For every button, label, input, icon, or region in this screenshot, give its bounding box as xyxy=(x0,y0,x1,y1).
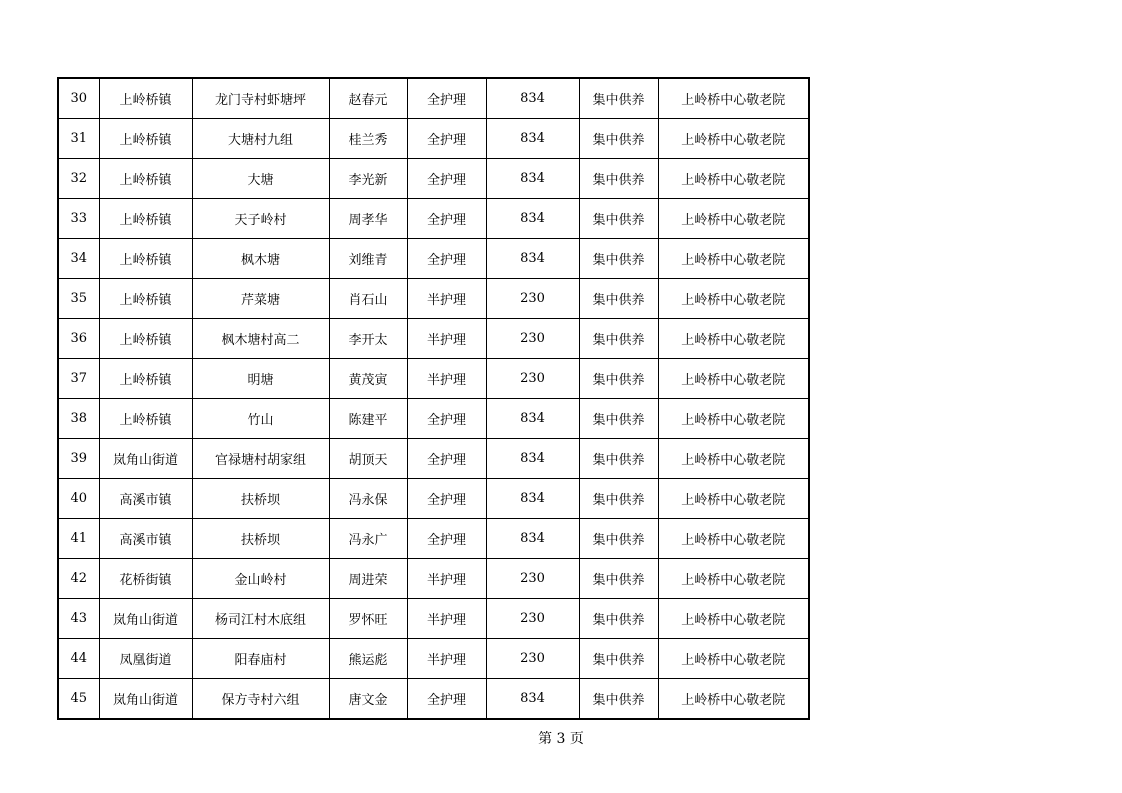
town-cell: 上岭桥镇 xyxy=(99,119,192,159)
town-cell: 上岭桥镇 xyxy=(99,159,192,199)
amount-cell: 834 xyxy=(486,119,579,159)
table-row xyxy=(58,639,809,679)
town-cell: 上岭桥镇 xyxy=(99,239,192,279)
table-body xyxy=(58,78,809,719)
name-cell: 胡顶天 xyxy=(329,439,407,479)
table-row xyxy=(58,519,809,559)
support-type-cell: 集中供养 xyxy=(579,439,658,479)
support-type-cell: 集中供养 xyxy=(579,479,658,519)
village-cell: 龙门寺村虾塘坪 xyxy=(192,78,329,119)
row-index-cell: 37 xyxy=(58,359,99,399)
name-cell: 周进荣 xyxy=(329,559,407,599)
institution-cell: 上岭桥中心敬老院 xyxy=(658,359,809,399)
amount-cell: 230 xyxy=(486,319,579,359)
table-row xyxy=(58,479,809,519)
institution-cell: 上岭桥中心敬老院 xyxy=(658,78,809,119)
amount-cell: 230 xyxy=(486,359,579,399)
care-level-cell: 全护理 xyxy=(407,399,486,439)
village-cell: 枫木塘 xyxy=(192,239,329,279)
name-cell: 罗怀旺 xyxy=(329,599,407,639)
table-row xyxy=(58,319,809,359)
name-cell: 李开太 xyxy=(329,319,407,359)
care-level-cell: 半护理 xyxy=(407,559,486,599)
name-cell: 赵春元 xyxy=(329,78,407,119)
table-row xyxy=(58,359,809,399)
name-cell: 刘维青 xyxy=(329,239,407,279)
row-index-cell: 45 xyxy=(58,679,99,720)
institution-cell: 上岭桥中心敬老院 xyxy=(658,319,809,359)
town-cell: 上岭桥镇 xyxy=(99,399,192,439)
row-index-cell: 42 xyxy=(58,559,99,599)
name-cell: 冯永广 xyxy=(329,519,407,559)
table-row xyxy=(58,279,809,319)
row-index-cell: 31 xyxy=(58,119,99,159)
institution-cell: 上岭桥中心敬老院 xyxy=(658,279,809,319)
support-type-cell: 集中供养 xyxy=(579,679,658,720)
town-cell: 花桥街镇 xyxy=(99,559,192,599)
care-level-cell: 全护理 xyxy=(407,239,486,279)
institution-cell: 上岭桥中心敬老院 xyxy=(658,599,809,639)
institution-cell: 上岭桥中心敬老院 xyxy=(658,119,809,159)
support-type-cell: 集中供养 xyxy=(579,159,658,199)
name-cell: 李光新 xyxy=(329,159,407,199)
amount-cell: 230 xyxy=(486,559,579,599)
village-cell: 官禄塘村胡家组 xyxy=(192,439,329,479)
row-index-cell: 43 xyxy=(58,599,99,639)
village-cell: 竹山 xyxy=(192,399,329,439)
village-cell: 保方寺村六组 xyxy=(192,679,329,720)
name-cell: 陈建平 xyxy=(329,399,407,439)
amount-cell: 230 xyxy=(486,279,579,319)
village-cell: 金山岭村 xyxy=(192,559,329,599)
table-row xyxy=(58,159,809,199)
care-level-cell: 半护理 xyxy=(407,359,486,399)
care-level-cell: 半护理 xyxy=(407,599,486,639)
town-cell: 上岭桥镇 xyxy=(99,319,192,359)
amount-cell: 834 xyxy=(486,78,579,119)
care-level-cell: 半护理 xyxy=(407,639,486,679)
care-level-cell: 全护理 xyxy=(407,78,486,119)
support-type-cell: 集中供养 xyxy=(579,119,658,159)
care-level-cell: 全护理 xyxy=(407,679,486,720)
row-index-cell: 35 xyxy=(58,279,99,319)
town-cell: 凤凰街道 xyxy=(99,639,192,679)
table-row xyxy=(58,239,809,279)
name-cell: 熊运彪 xyxy=(329,639,407,679)
amount-cell: 834 xyxy=(486,479,579,519)
row-index-cell: 40 xyxy=(58,479,99,519)
row-index-cell: 41 xyxy=(58,519,99,559)
amount-cell: 834 xyxy=(486,159,579,199)
village-cell: 大塘 xyxy=(192,159,329,199)
village-cell: 阳春庙村 xyxy=(192,639,329,679)
care-level-cell: 半护理 xyxy=(407,319,486,359)
village-cell: 芹菜塘 xyxy=(192,279,329,319)
town-cell: 上岭桥镇 xyxy=(99,78,192,119)
village-cell: 大塘村九组 xyxy=(192,119,329,159)
table-row xyxy=(58,439,809,479)
support-type-cell: 集中供养 xyxy=(579,279,658,319)
name-cell: 桂兰秀 xyxy=(329,119,407,159)
amount-cell: 834 xyxy=(486,679,579,720)
village-cell: 扶桥坝 xyxy=(192,519,329,559)
name-cell: 黄茂寅 xyxy=(329,359,407,399)
row-index-cell: 36 xyxy=(58,319,99,359)
row-index-cell: 32 xyxy=(58,159,99,199)
institution-cell: 上岭桥中心敬老院 xyxy=(658,639,809,679)
town-cell: 上岭桥镇 xyxy=(99,359,192,399)
amount-cell: 230 xyxy=(486,599,579,639)
town-cell: 岚角山街道 xyxy=(99,679,192,720)
table-row xyxy=(58,199,809,239)
town-cell: 上岭桥镇 xyxy=(99,199,192,239)
institution-cell: 上岭桥中心敬老院 xyxy=(658,199,809,239)
row-index-cell: 30 xyxy=(58,78,99,119)
support-type-cell: 集中供养 xyxy=(579,239,658,279)
row-index-cell: 34 xyxy=(58,239,99,279)
institution-cell: 上岭桥中心敬老院 xyxy=(658,519,809,559)
village-cell: 杨司江村木底组 xyxy=(192,599,329,639)
support-type-cell: 集中供养 xyxy=(579,599,658,639)
town-cell: 岚角山街道 xyxy=(99,439,192,479)
institution-cell: 上岭桥中心敬老院 xyxy=(658,479,809,519)
support-type-cell: 集中供养 xyxy=(579,78,658,119)
town-cell: 上岭桥镇 xyxy=(99,279,192,319)
care-level-cell: 全护理 xyxy=(407,479,486,519)
name-cell: 唐文金 xyxy=(329,679,407,720)
support-type-cell: 集中供养 xyxy=(579,559,658,599)
table-row xyxy=(58,679,809,720)
amount-cell: 834 xyxy=(486,399,579,439)
name-cell: 肖石山 xyxy=(329,279,407,319)
name-cell: 冯永保 xyxy=(329,479,407,519)
care-level-cell: 全护理 xyxy=(407,159,486,199)
institution-cell: 上岭桥中心敬老院 xyxy=(658,159,809,199)
care-level-cell: 全护理 xyxy=(407,199,486,239)
row-index-cell: 39 xyxy=(58,439,99,479)
table-row xyxy=(58,119,809,159)
support-type-cell: 集中供养 xyxy=(579,399,658,439)
care-level-cell: 半护理 xyxy=(407,279,486,319)
support-type-cell: 集中供养 xyxy=(579,319,658,359)
institution-cell: 上岭桥中心敬老院 xyxy=(658,399,809,439)
row-index-cell: 33 xyxy=(58,199,99,239)
row-index-cell: 44 xyxy=(58,639,99,679)
institution-cell: 上岭桥中心敬老院 xyxy=(658,239,809,279)
support-type-cell: 集中供养 xyxy=(579,199,658,239)
support-type-cell: 集中供养 xyxy=(579,359,658,399)
data-table xyxy=(57,77,810,720)
town-cell: 高溪市镇 xyxy=(99,479,192,519)
amount-cell: 834 xyxy=(486,519,579,559)
care-level-cell: 全护理 xyxy=(407,519,486,559)
support-type-cell: 集中供养 xyxy=(579,519,658,559)
village-cell: 明塘 xyxy=(192,359,329,399)
page-number: 第 3 页 xyxy=(538,731,584,747)
table-row xyxy=(58,78,809,119)
support-type-cell: 集中供养 xyxy=(579,639,658,679)
care-level-cell: 全护理 xyxy=(407,439,486,479)
amount-cell: 834 xyxy=(486,439,579,479)
table-row xyxy=(58,399,809,439)
town-cell: 岚角山街道 xyxy=(99,599,192,639)
village-cell: 枫木塘村高二 xyxy=(192,319,329,359)
table-row xyxy=(58,559,809,599)
village-cell: 扶桥坝 xyxy=(192,479,329,519)
town-cell: 高溪市镇 xyxy=(99,519,192,559)
care-level-cell: 全护理 xyxy=(407,119,486,159)
amount-cell: 834 xyxy=(486,239,579,279)
amount-cell: 834 xyxy=(486,199,579,239)
village-cell: 天子岭村 xyxy=(192,199,329,239)
institution-cell: 上岭桥中心敬老院 xyxy=(658,559,809,599)
name-cell: 周孝华 xyxy=(329,199,407,239)
row-index-cell: 38 xyxy=(58,399,99,439)
table-row xyxy=(58,599,809,639)
amount-cell: 230 xyxy=(486,639,579,679)
institution-cell: 上岭桥中心敬老院 xyxy=(658,439,809,479)
institution-cell: 上岭桥中心敬老院 xyxy=(658,679,809,720)
